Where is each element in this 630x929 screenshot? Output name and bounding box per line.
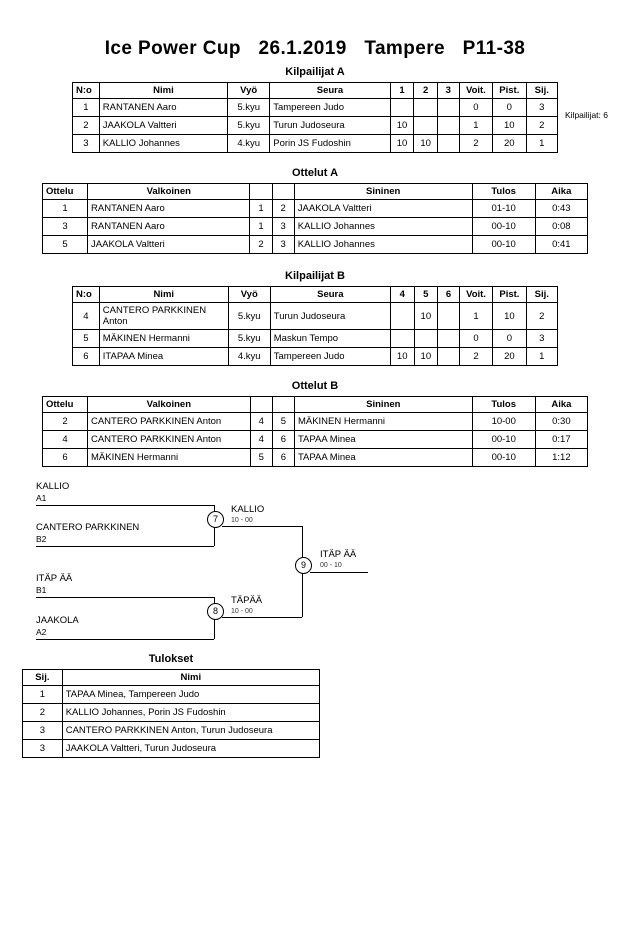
- table-row: [43, 431, 588, 449]
- cell-m2: [414, 99, 438, 117]
- cell-ottelu: 1: [43, 200, 88, 218]
- col-points: Pist.: [493, 83, 526, 99]
- pool-b-heading: Kilpailijat B: [285, 270, 345, 282]
- bracket-final-winner: ITÄP ÄÄ: [320, 549, 357, 560]
- bracket-seed-code-1: A1: [36, 493, 47, 503]
- cell-ottelu: 5: [43, 236, 88, 254]
- cell-nimi: JAAKOLA Valtteri, Turun Judoseura: [62, 740, 319, 758]
- cell-wins: 1: [459, 303, 492, 330]
- cell-club: Tampereen Judo: [270, 348, 390, 366]
- cell-rank: 1: [526, 135, 557, 153]
- cell-m2: 10: [414, 303, 438, 330]
- matches-a-heading: Ottelut A: [291, 167, 339, 179]
- col-tulos: Tulos: [472, 397, 535, 413]
- cell-aika: 0:41: [535, 236, 587, 254]
- cell-aika: 0:08: [535, 218, 587, 236]
- cell-blue-no: 6: [272, 449, 294, 467]
- cell-blue-no: 3: [272, 236, 294, 254]
- cell-belt: 5.kyu: [228, 330, 270, 348]
- table-row: [23, 704, 320, 722]
- cell-white-no: 1: [250, 200, 272, 218]
- cell-belt: 5.kyu: [228, 303, 270, 330]
- cell-club: Tampereen Judo: [270, 99, 390, 117]
- col-m3: 3: [437, 83, 459, 99]
- cell-belt: 5.kyu: [228, 117, 270, 135]
- bracket-semi1-score: 10 - 00: [231, 517, 253, 524]
- cell-m2: 10: [414, 348, 438, 366]
- cell-white: JAAKOLA Valtteri: [88, 236, 250, 254]
- table-row: [43, 236, 588, 254]
- cell-aika: 0:30: [535, 413, 587, 431]
- cell-m2: 10: [414, 135, 438, 153]
- table-row: [43, 449, 588, 467]
- cell-tulos: 00-10: [472, 431, 535, 449]
- cell-blue: JAAKOLA Valtteri: [294, 200, 472, 218]
- cell-white-no: 2: [250, 236, 272, 254]
- col-m2: 2: [414, 83, 438, 99]
- matches-a-table: [42, 183, 588, 254]
- col-m1: 4: [390, 287, 414, 303]
- cell-m1: [390, 303, 414, 330]
- cell-m2: [414, 330, 438, 348]
- cell-m1: 10: [390, 348, 414, 366]
- col-tulos: Tulos: [472, 184, 535, 200]
- cell-name: KALLIO Johannes: [99, 135, 227, 153]
- cell-ottelu: 6: [43, 449, 88, 467]
- cell-tulos: 10-00: [472, 413, 535, 431]
- col-belt: Vyö: [228, 83, 270, 99]
- col-ottelu: Ottelu: [43, 184, 88, 200]
- cell-wins: 2: [459, 348, 492, 366]
- cell-white: MÄKINEN Hermanni: [87, 449, 250, 467]
- col-m2: 5: [414, 287, 438, 303]
- col-club: Seura: [270, 287, 390, 303]
- cell-white: RANTANEN Aaro: [88, 218, 250, 236]
- col-blue: Sininen: [294, 397, 472, 413]
- table-row: [23, 686, 320, 704]
- table-row: [73, 117, 558, 135]
- col-blue: Sininen: [294, 184, 472, 200]
- col-name: Nimi: [99, 287, 228, 303]
- col-ottelu: Ottelu: [43, 397, 88, 413]
- cell-rank: 1: [526, 348, 557, 366]
- table-header-row: [73, 83, 558, 99]
- bracket-line: [36, 505, 214, 506]
- bracket-semi2-winner: TÄPÄÄ: [231, 595, 263, 606]
- cell-no: 5: [73, 330, 100, 348]
- bracket-line: [36, 639, 214, 640]
- cell-aika: 0:17: [535, 431, 587, 449]
- col-no: N:o: [73, 287, 100, 303]
- bracket-seed-name-4: JAAKOLA: [36, 615, 79, 626]
- event-category: P11-38: [462, 38, 526, 59]
- table-row: [73, 303, 558, 330]
- cell-no: 4: [73, 303, 100, 330]
- table-row: [43, 200, 588, 218]
- cell-wins: 0: [459, 330, 492, 348]
- table-header-row: [23, 670, 320, 686]
- cell-name: JAAKOLA Valtteri: [99, 117, 227, 135]
- cell-m1: [390, 330, 414, 348]
- event-date: 26.1.2019: [258, 38, 347, 59]
- col-sij: Sij.: [23, 670, 63, 686]
- elimination-bracket: [0, 481, 630, 651]
- col-name: Nimi: [99, 83, 227, 99]
- cell-no: 3: [73, 135, 100, 153]
- cell-belt: 5.kyu: [228, 99, 270, 117]
- event-name: Ice Power Cup: [104, 38, 241, 59]
- col-wins: Voit.: [459, 83, 492, 99]
- col-wins: Voit.: [459, 287, 492, 303]
- cell-ottelu: 4: [43, 431, 88, 449]
- cell-white-no: 5: [250, 449, 272, 467]
- cell-club: Turun Judoseura: [270, 117, 390, 135]
- cell-sij: 2: [23, 704, 63, 722]
- cell-belt: 4.kyu: [228, 135, 270, 153]
- cell-sij: 3: [23, 740, 63, 758]
- cell-m3: [437, 117, 459, 135]
- bracket-line: [222, 617, 302, 618]
- cell-tulos: 00-10: [472, 218, 535, 236]
- cell-white: CANTERO PARKKINEN Anton: [87, 413, 250, 431]
- bracket-semi2-score: 10 - 00: [231, 608, 253, 615]
- cell-sij: 3: [23, 722, 63, 740]
- page-title: [0, 38, 630, 60]
- col-nimi: Nimi: [62, 670, 319, 686]
- cell-white-no: 4: [250, 413, 272, 431]
- pool-a-table: [72, 82, 558, 153]
- bracket-line: [222, 526, 302, 527]
- cell-name: RANTANEN Aaro: [99, 99, 227, 117]
- matches-b-table: [42, 396, 588, 467]
- cell-name: CANTERO PARKKINEN Anton: [99, 303, 228, 330]
- cell-blue: KALLIO Johannes: [294, 218, 472, 236]
- cell-white-no: 4: [250, 431, 272, 449]
- cell-no: 1: [73, 99, 100, 117]
- col-points: Pist.: [493, 287, 526, 303]
- cell-m1: [390, 99, 414, 117]
- cell-rank: 2: [526, 303, 557, 330]
- cell-blue-no: 5: [272, 413, 294, 431]
- tournament-sheet: [0, 38, 630, 929]
- cell-tulos: 01-10: [472, 200, 535, 218]
- cell-rank: 2: [526, 117, 557, 135]
- cell-ottelu: 3: [43, 218, 88, 236]
- col-white: Valkoinen: [88, 184, 250, 200]
- cell-club: Maskun Tempo: [270, 330, 390, 348]
- cell-club: Porin JS Fudoshin: [270, 135, 390, 153]
- cell-nimi: CANTERO PARKKINEN Anton, Turun Judoseura: [62, 722, 319, 740]
- table-row: [73, 135, 558, 153]
- cell-m3: [438, 348, 460, 366]
- bracket-final-score: 00 - 10: [320, 562, 342, 569]
- results-table: [22, 669, 320, 758]
- col-m1: 1: [390, 83, 414, 99]
- cell-m1: 10: [390, 117, 414, 135]
- pool-a-heading: Kilpailijat A: [285, 66, 345, 78]
- cell-wins: 1: [459, 117, 492, 135]
- pool-b-table: [72, 286, 558, 366]
- matches-b-heading: Ottelut B: [291, 380, 339, 392]
- cell-blue: MÄKINEN Hermanni: [294, 413, 472, 431]
- bracket-line: [36, 546, 214, 547]
- cell-tulos: 00-10: [472, 449, 535, 467]
- table-header-row: [73, 287, 558, 303]
- col-aika: Aika: [535, 397, 587, 413]
- cell-white-no: 1: [250, 218, 272, 236]
- cell-m3: [437, 99, 459, 117]
- cell-m1: 10: [390, 135, 414, 153]
- cell-no: 6: [73, 348, 100, 366]
- bracket-seed-code-3: B1: [36, 585, 47, 595]
- cell-wins: 2: [459, 135, 492, 153]
- col-belt: Vyö: [228, 287, 270, 303]
- cell-club: Turun Judoseura: [270, 303, 390, 330]
- table-row: [43, 218, 588, 236]
- cell-m2: [414, 117, 438, 135]
- cell-m3: [438, 330, 460, 348]
- cell-blue: TAPAA Minea: [294, 431, 472, 449]
- cell-wins: 0: [459, 99, 492, 117]
- cell-name: MÄKINEN Hermanni: [99, 330, 228, 348]
- cell-m3: [438, 303, 460, 330]
- cell-points: 10: [493, 117, 526, 135]
- cell-name: ITAPAA Minea: [99, 348, 228, 366]
- bracket-line: [36, 597, 214, 598]
- cell-points: 0: [493, 330, 526, 348]
- cell-no: 2: [73, 117, 100, 135]
- bracket-match-number-8: 8: [207, 603, 224, 620]
- col-aika: Aika: [535, 184, 587, 200]
- col-white: Valkoinen: [87, 397, 250, 413]
- cell-rank: 3: [526, 99, 557, 117]
- col-blue-no: [272, 184, 294, 200]
- col-rank: Sij.: [526, 83, 557, 99]
- cell-nimi: TAPAA Minea, Tampereen Judo: [62, 686, 319, 704]
- cell-blue-no: 3: [272, 218, 294, 236]
- cell-nimi: KALLIO Johannes, Porin JS Fudoshin: [62, 704, 319, 722]
- bracket-line: [310, 572, 368, 573]
- table-row: [23, 740, 320, 758]
- table-header-row: [43, 397, 588, 413]
- cell-points: 10: [493, 303, 526, 330]
- bracket-match-number-9: 9: [295, 557, 312, 574]
- col-white-no: [250, 184, 272, 200]
- table-row: [43, 413, 588, 431]
- cell-blue-no: 2: [272, 200, 294, 218]
- cell-ottelu: 2: [43, 413, 88, 431]
- table-row: [73, 330, 558, 348]
- col-rank: Sij.: [526, 287, 557, 303]
- table-row: [73, 99, 558, 117]
- results-heading: Tulokset: [148, 653, 194, 665]
- table-row: [23, 722, 320, 740]
- cell-tulos: 00-10: [472, 236, 535, 254]
- cell-white: CANTERO PARKKINEN Anton: [87, 431, 250, 449]
- cell-aika: 0:43: [535, 200, 587, 218]
- cell-aika: 1:12: [535, 449, 587, 467]
- cell-blue-no: 6: [272, 431, 294, 449]
- bracket-seed-code-2: B2: [36, 534, 47, 544]
- cell-points: 20: [493, 135, 526, 153]
- bracket-seed-name-3: ITÄP ÄÄ: [36, 573, 73, 584]
- entrants-count: Kilpailijat: 6: [565, 110, 608, 120]
- bracket-semi1-winner: KALLIO: [231, 504, 265, 515]
- cell-sij: 1: [23, 686, 63, 704]
- cell-points: 20: [493, 348, 526, 366]
- col-club: Seura: [270, 83, 390, 99]
- cell-blue: KALLIO Johannes: [294, 236, 472, 254]
- event-city: Tampere: [364, 38, 445, 59]
- cell-m3: [437, 135, 459, 153]
- col-white-no: [250, 397, 272, 413]
- cell-rank: 3: [526, 330, 557, 348]
- col-blue-no: [272, 397, 294, 413]
- bracket-seed-name-1: KALLIO: [36, 481, 70, 492]
- cell-points: 0: [493, 99, 526, 117]
- bracket-seed-name-2: CANTERO PARKKINEN: [36, 522, 140, 533]
- bracket-seed-code-4: A2: [36, 627, 47, 637]
- bracket-match-number-7: 7: [207, 511, 224, 528]
- table-row: [73, 348, 558, 366]
- cell-belt: 4.kyu: [228, 348, 270, 366]
- cell-white: RANTANEN Aaro: [88, 200, 250, 218]
- col-no: N:o: [73, 83, 100, 99]
- cell-blue: TAPAA Minea: [294, 449, 472, 467]
- table-header-row: [43, 184, 588, 200]
- col-m3: 6: [438, 287, 460, 303]
